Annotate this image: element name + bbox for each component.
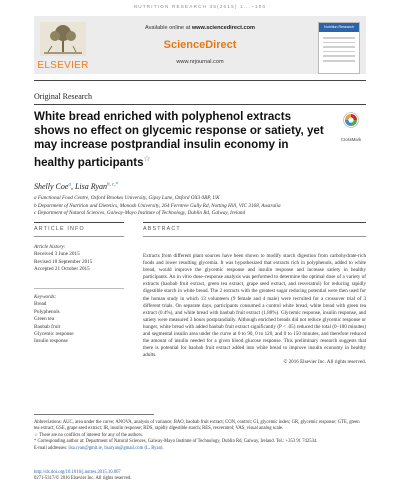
sciencedirect-wordmark: ScienceDirect (163, 39, 237, 51)
article-info-subrule (34, 236, 124, 237)
copyright-notice: © 2016 Elsevier Inc. All rights reserved. (283, 359, 366, 366)
keyword: Polyphenols (34, 308, 60, 315)
affiliation-line: b Department of Nutrition and Dietetics, Monash University, 264 Ferntree Gully Rd, Notting Hill, VIC 3168, Australia (34, 202, 281, 209)
email-label: E-mail addresses: (34, 445, 69, 451)
issn-line: 0271-5317/© 2016 Elsevier Inc. All rights reserved. (34, 476, 132, 482)
keyword: Insulin response (34, 338, 68, 345)
author-name[interactable]: Shelly Coe (34, 182, 69, 191)
journal-cover (318, 22, 360, 74)
journal-masthead (34, 16, 366, 74)
corresponding-text: Corresponding author at: Department of Natural Sciences, Galway-Mayo Institute of Technology, Dublin Rd, Galway, Ireland. Tel.: +353 91 742534. (37, 439, 318, 445)
footnotes (34, 420, 366, 452)
availability-prefix: Available online at (144, 25, 192, 31)
crossmark-icon (343, 112, 359, 128)
crossmark-label: CrossMark (340, 137, 362, 142)
abstract-heading: ABSTRACT (143, 226, 181, 232)
history-item: Accepted 21 October 2015 (34, 266, 90, 273)
cover-title: Nutrition Research (319, 23, 359, 32)
abstract-subrule (143, 236, 366, 237)
cover-decoration (323, 37, 355, 62)
title-divider (34, 104, 366, 105)
doi-link[interactable]: http://dx.doi.org/10.1016/j.nutres.2015.10.007 (34, 470, 121, 475)
author-name[interactable]: Lisa Ryan (74, 182, 108, 191)
availability-line (34, 25, 366, 31)
author-affiliation-mark: b, c,* (107, 182, 118, 188)
footnote-divider (34, 414, 154, 415)
abstract-text: Extracts from different plant sources have been shown to modify starch digestion from carbohydrate-rich foods and lower resulting glycemia. It was hypothesized that extracts rich in polyphenols, added to white bread, would improve the glycemic response and insulin response and increase satiety in healthy participants. An in vitro dose–response analysis was performed to determine the optimal dose of a variety of extracts (baobab fruit extract, green tea extract, grape seed extract, and resveratrol) for reducing rapidly digestible starch in white bread. The 2 extracts with the greatest sugar reducing potential were then used for the human study in which 13 volunteers (9 female and 4 male) were recruited for a crossover trial of 3 different trials. On separate days, participants consumed a control white bread, white bread with green tea extract (0.4%), and white bread with baobab fruit extract (1.88%). Glycemic response, insulin response, and satiety were measured 3 hours postprandially. Although enriched breads did not reduce glycemic response or hunger, white bread with added baobab fruit extract significantly (P < .05) reduced the total (0–180 minutes) and segmental insulin area under the curve at 0 to 90, 0 to 120, and 0 to 150 minutes, and therefore reduced the amount of insulin needed for a given blood glucose response. This preliminary research suggests that there is potential for baobab fruit extract added into white bread to improve insulin economy in healthy adults. (143, 253, 366, 359)
abstract-rule (143, 222, 366, 223)
abbreviations-note: Abbreviations: AUC, area under the curve; ANOVA, analysis of variance; BAO, baobab fruit extract; CON, control; GI, glycemic index; GR, glycemic response; GTE, green tea extract; GSE, grape seed extract; IR, insulin response; RDS, rapidly digestible starch; RES, resveratrol; VAS, visual analog scale. (34, 420, 360, 432)
affiliations (34, 195, 366, 218)
article-info-heading: ARTICLE INFO (34, 226, 85, 232)
history-item: Received 3 June 2015 (34, 251, 80, 258)
keyword: Green tea (34, 316, 55, 323)
article-history (34, 244, 124, 274)
crossmark-badge[interactable] (336, 112, 366, 146)
footnote-corresponding: * Corresponding author at: Department of Natural Sciences, Galway-Mayo Institute of Technology, Dublin Rd, Galway, Ireland. Tel.: +353 91 742534. (34, 439, 318, 445)
journal-url[interactable]: www.nrjournal.com (176, 59, 224, 65)
author-affiliation-mark: a (68, 182, 71, 188)
footnote-star-mark: ☆ (34, 432, 39, 438)
author-list (34, 182, 118, 191)
article-history-label: Article history: (34, 244, 66, 250)
footnote-star-text: There are no conflicts of interest for any of the authors. (39, 432, 144, 438)
keywords-divider (34, 288, 124, 289)
keywords-block (34, 294, 124, 346)
affiliation-line: a Functional Food Centre, Oxford Brookes University, Gipsy Lane, Oxford OX3 0BP, UK (34, 195, 220, 201)
article-title (34, 110, 330, 170)
running-head: NUTRITION RESEARCH 35(2015) 1...–100 (133, 4, 267, 9)
keyword: Baobab fruit (34, 323, 61, 330)
abstract-body (143, 253, 366, 367)
doi-block (34, 470, 366, 483)
masthead-divider (34, 80, 366, 81)
elsevier-wordmark: ELSEVIER (37, 60, 89, 71)
sciencedirect-url[interactable]: www.sciencedirect.com (191, 25, 256, 31)
title-text: White bread enriched with polyphenol extracts shows no effect on glycemic response or satiety, yet may increase postprandial insulin economy in healthy participants (34, 110, 324, 169)
title-footnote-mark[interactable]: ☆ (143, 154, 151, 163)
keywords-label: Keywords: (34, 294, 57, 300)
history-item: Revised 18 September 2015 (34, 258, 93, 265)
affiliation-line: c Department of Natural Sciences, Galway-Mayo Institute of Technology, Dublin Rd, Galway, Ireland (34, 210, 246, 217)
article-info-rule (34, 222, 124, 223)
article-type: Original Research (34, 92, 92, 101)
email-links[interactable]: lisa.ryan@gmit.ie, lisaryan@gmail.com (L. Ryan). (68, 445, 164, 451)
keyword: Bread (34, 301, 47, 308)
author-separator: , (70, 182, 75, 191)
footnote-emails (34, 446, 366, 452)
keyword: Glycemic response (34, 331, 74, 338)
